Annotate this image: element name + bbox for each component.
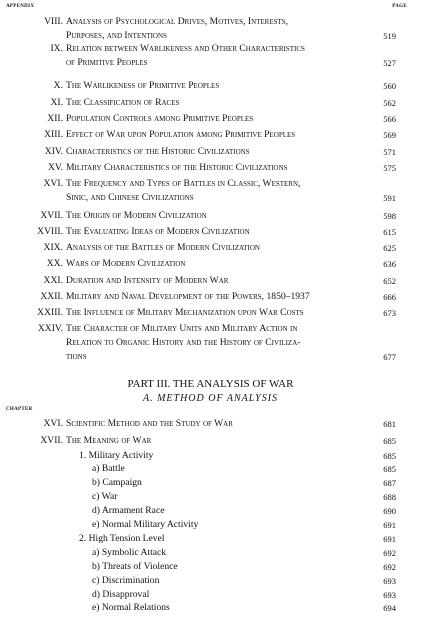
chapter-page-number: 687 — [383, 478, 396, 488]
appendix-number: XIV. — [44, 146, 63, 157]
chapter-number: XVII. — [40, 435, 63, 446]
part-subtitle: A. METHOD OF ANALYSIS — [142, 393, 279, 404]
appendix-page-number: 591 — [383, 193, 396, 203]
appendix-title-line: tions — [66, 351, 87, 362]
header-page: PAGE — [392, 4, 407, 9]
appendix-number: VIII. — [44, 16, 63, 27]
chapter-page-number: 691 — [383, 534, 396, 544]
appendix-title-line: Duration and Intensity of Modern War — [66, 275, 229, 286]
appendix-page-number: 566 — [383, 114, 396, 124]
section-title: 1. Military Activity — [79, 450, 154, 461]
appendix-page-number: 615 — [383, 227, 396, 237]
chapter-page-number: 685 — [383, 451, 396, 461]
appendix-title-line: The Frequency and Types of Battles in Classic, Western, — [66, 178, 301, 189]
appendix-title-line: The Warlikeness of Primitive Peoples — [66, 80, 220, 91]
section-title: b) Threats of Violence — [92, 561, 178, 572]
part-title: PART III. THE ANALYSIS OF WAR — [127, 378, 294, 390]
chapter-page-number: 685 — [383, 436, 396, 446]
appendix-title-line: Characteristics of the Historic Civilizations — [66, 146, 250, 157]
appendix-title-line: Military Characteristics of the Historic Civilizations — [66, 162, 288, 173]
appendix-page-number: 598 — [383, 211, 396, 221]
section-title: c) War — [92, 491, 118, 502]
appendix-title-line: Population Controls among Primitive Peoples — [66, 113, 254, 124]
appendix-title-line: Effect of War upon Population among Primitive Peoples — [66, 129, 296, 140]
appendix-title-line: Relation to Organic History and the History of Civiliza- — [66, 337, 301, 348]
appendix-number: XX. — [46, 258, 63, 269]
section-title: b) Campaign — [92, 477, 142, 488]
appendix-title-line: Purposes, and Intentions — [66, 30, 167, 41]
appendix-number: IX. — [50, 43, 63, 54]
appendix-page-number: 673 — [383, 308, 396, 318]
appendix-page-number: 575 — [383, 163, 396, 173]
section-title: e) Normal Military Activity — [92, 519, 199, 530]
appendix-title-line: The Evaluating Ideas of Modern Civilization — [66, 226, 250, 237]
chapter-title: The Meaning of War — [66, 435, 152, 446]
appendix-title-line: Military and Naval Development of the Powers, 1850–1937 — [66, 291, 310, 302]
appendix-title-line: of Primitive Peoples — [66, 57, 148, 68]
appendix-number: X. — [53, 80, 63, 91]
appendix-number: XVII. — [40, 210, 63, 221]
appendix-number: XXI. — [43, 275, 63, 286]
appendix-title-line: Sinic, and Chinese Civilizations — [66, 192, 194, 203]
appendix-number: XXIV. — [37, 323, 63, 334]
chapter-title: Scientific Method and the Study of War — [66, 418, 233, 429]
appendix-page-number: 569 — [383, 130, 396, 140]
chapter-page-number: 681 — [383, 419, 396, 429]
appendix-title-line: The Influence of Military Mechanization upon War Costs — [66, 307, 304, 318]
chapter-page-number: 685 — [383, 464, 396, 474]
section-title: a) Symbolic Attack — [92, 547, 167, 558]
section-title: d) Armament Race — [92, 505, 165, 516]
appendix-number: XII. — [47, 113, 63, 124]
chapter-page-number: 692 — [383, 548, 396, 558]
appendix-number: XIII. — [44, 129, 63, 140]
appendix-title-line: Wars of Modern Civilization — [66, 258, 186, 269]
appendix-title-line: The Classification of Races — [66, 97, 180, 108]
appendix-number: XIX. — [43, 242, 63, 253]
section-title: 2. High Tension Level — [79, 533, 165, 544]
appendix-page-number: 625 — [383, 243, 396, 253]
appendix-page-number: 666 — [383, 292, 396, 302]
appendix-title-line: The Origin of Modern Civilization — [66, 210, 207, 221]
chapter-page-number: 692 — [383, 562, 396, 572]
appendix-number: XV. — [47, 162, 63, 173]
chapter-page-number: 688 — [383, 492, 396, 502]
appendix-page-number: 562 — [383, 98, 396, 108]
appendix-number: XVIII. — [37, 226, 63, 237]
appendix-page-number: 560 — [383, 81, 396, 91]
section-title: d) Disapproval — [92, 589, 150, 600]
header-appendix: APPENDIX — [6, 4, 35, 9]
chapter-page-number: 693 — [383, 576, 396, 586]
appendix-page-number: 652 — [383, 276, 396, 286]
appendix-title-line: Analysis of Psychological Drives, Motives, Interests, — [66, 16, 289, 27]
section-title: e) Normal Relations — [92, 602, 170, 613]
header-chapter: CHAPTER — [6, 407, 33, 412]
appendix-page-number: 519 — [383, 31, 396, 41]
appendix-number: XXIII. — [37, 307, 63, 318]
section-title: a) Battle — [92, 463, 125, 474]
chapter-page-number: 691 — [383, 520, 396, 530]
chapter-page-number: 690 — [383, 506, 396, 516]
appendix-page-number: 636 — [383, 259, 396, 269]
appendix-page-number: 527 — [383, 58, 396, 68]
appendix-page-number: 677 — [383, 352, 396, 362]
appendix-title-line: The Character of Military Units and Military Action in — [66, 323, 298, 334]
appendix-page-number: 571 — [383, 147, 396, 157]
appendix-number: XXII. — [40, 291, 63, 302]
appendix-title-line: Relation between Warlikeness and Other Characteristics — [66, 43, 305, 54]
chapter-page-number: 694 — [383, 603, 396, 613]
appendix-title-line: Analysis of the Battles of Modern Civilization — [66, 242, 260, 253]
appendix-number: XVI. — [43, 178, 63, 189]
section-title: c) Discrimination — [92, 575, 160, 586]
chapter-page-number: 693 — [383, 590, 396, 600]
appendix-number: XI. — [50, 97, 63, 108]
chapter-number: XVI. — [43, 418, 63, 429]
